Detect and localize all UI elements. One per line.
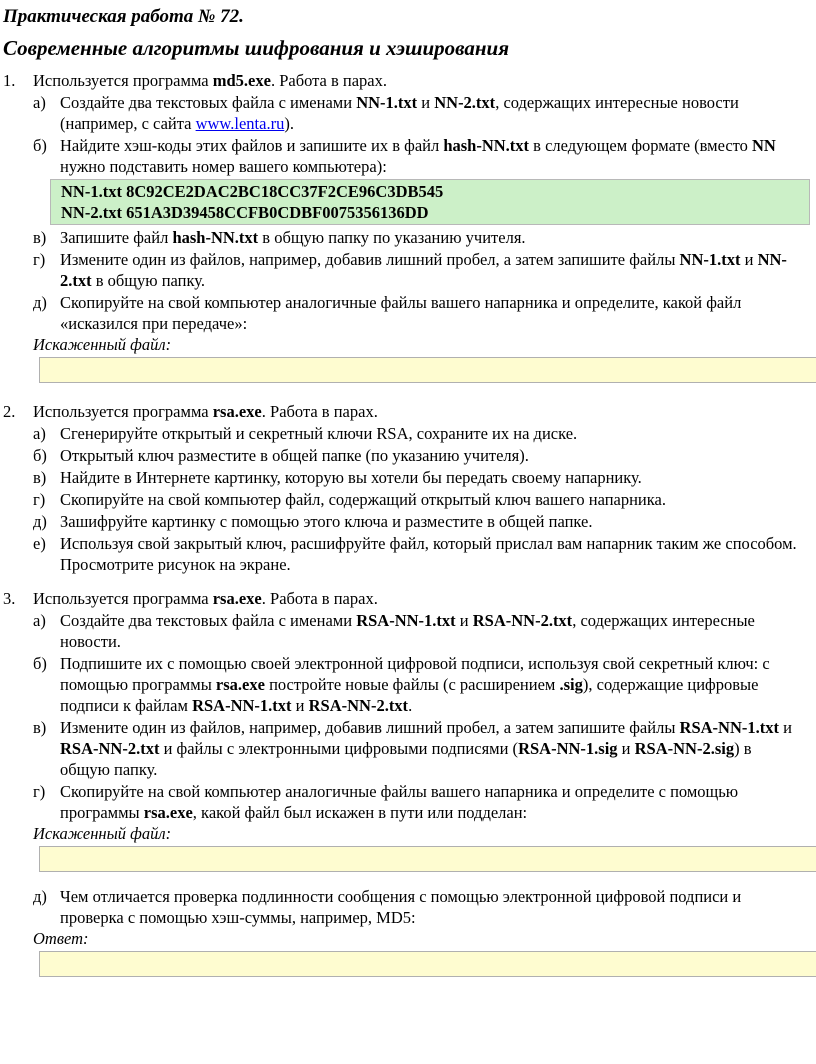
subtask-marker: б) (33, 654, 47, 673)
text-fragment: Создайте два текстовых файла с именами (60, 93, 357, 112)
subtask-marker: г) (33, 782, 46, 801)
text-fragment: Скопируйте на свой компьютер аналогичные файлы вашего напарника и определите, какой файл «исказился при передаче»: (60, 293, 742, 333)
text-fragment: Создайте два текстовых файла с именами (60, 611, 357, 630)
task-number: 1. (3, 71, 16, 90)
text-fragment: Подпишите их с помощью своей электронной цифровой подписи, используя свой секретный ключ: с помощью программы (60, 654, 770, 694)
text-fragment: и файлы с электронными цифровыми подписями ( (159, 739, 519, 758)
subtask-item (0, 781, 816, 823)
text-fragment: Зашифруйте картинку с помощью этого ключа и разместите в общей папке. (60, 512, 593, 531)
text-fragment: и (778, 718, 792, 737)
text-fragment: и (740, 250, 758, 269)
text-fragment: постройте новые файлы (с расширением (264, 675, 560, 694)
bold-term: RSA-NN-1.txt (679, 718, 779, 737)
subtask-marker: б) (33, 446, 47, 465)
subtask-item (0, 135, 816, 177)
text-fragment: . (408, 696, 413, 715)
task-intro (0, 588, 816, 609)
bold-term: RSA-NN-2.txt (472, 611, 573, 630)
bold-term: NN-1.txt (679, 250, 741, 269)
answer-field[interactable] (39, 846, 816, 872)
subtask-item (0, 717, 816, 780)
text-fragment: Сгенерируйте открытый и секретный ключи RSA, сохраните их на диске. (60, 424, 578, 443)
hash-format-example (50, 179, 810, 225)
text-fragment: и (617, 739, 635, 758)
text-fragment: и (455, 611, 473, 630)
bold-term: rsa.exe (143, 803, 193, 822)
text-fragment: Измените один из файлов, например, добавив лишний пробел, а затем запишите файлы (60, 718, 680, 737)
bold-term: rsa.exe (212, 402, 262, 421)
bold-term: md5.exe (212, 71, 271, 90)
bold-term: RSA-NN-1.txt (192, 696, 292, 715)
answer-label: Искаженный файл: (33, 335, 172, 354)
subtask-marker: а) (33, 611, 46, 630)
subtask-item (0, 511, 816, 532)
text-fragment: ), содержащие цифровые подписи к файлам (60, 675, 759, 715)
subtask-item (0, 227, 816, 248)
task-intro (0, 401, 816, 422)
answer-label: Искаженный файл: (33, 824, 172, 843)
subtask-marker: в) (33, 718, 47, 737)
subtask-marker: г) (33, 490, 46, 509)
text-fragment: в общую папку. (91, 271, 205, 290)
answer-label: Ответ: (33, 929, 89, 948)
answer-field[interactable] (39, 951, 816, 977)
subtask-marker: а) (33, 424, 46, 443)
bold-term: RSA-NN-1.sig (518, 739, 618, 758)
subtask-item (0, 92, 816, 134)
text-fragment: и (291, 696, 309, 715)
subtask-item (0, 445, 816, 466)
text-fragment: Используется программа (33, 402, 213, 421)
bold-term: NN (752, 136, 776, 155)
subtask-item (0, 249, 816, 291)
text-fragment: в следующем формате (вместо (529, 136, 753, 155)
subtask-marker: д) (33, 512, 47, 531)
subtask-marker: е) (33, 534, 46, 553)
text-fragment: нужно подставить номер вашего компьютера): (60, 157, 387, 176)
subtask-item (0, 610, 816, 652)
text-fragment: . Работа в парах. (270, 71, 387, 90)
text-fragment: Используя свой закрытый ключ, расшифруйте файл, который прислал вам напарник таким же способом. Просмотрите рисунок на экране. (60, 534, 797, 574)
text-fragment: ). (284, 114, 294, 133)
bold-term: hash-NN.txt (443, 136, 530, 155)
text-fragment: Найдите в Интернете картинку, которую вы хотели бы передать своему напарнику. (60, 468, 642, 487)
text-fragment: , содержащих интересные новости (например, с сайта (60, 93, 739, 133)
text-fragment: в общую папку по указанию учителя. (258, 228, 526, 247)
text-fragment: ) в общую папку. (60, 739, 752, 779)
subtask-item (0, 489, 816, 510)
task-list (0, 70, 816, 977)
subtask-marker: в) (33, 468, 47, 487)
bold-term: RSA-NN-2.txt (60, 739, 160, 758)
bold-term: RSA-NN-2.txt (308, 696, 409, 715)
bold-term: NN-2.txt (434, 93, 496, 112)
hash-line: NN-2.txt 651A3D39458CCFB0CDBF0075356136DD (61, 203, 429, 222)
text-fragment: Используется программа (33, 589, 213, 608)
text-fragment: Запишите файл (60, 228, 173, 247)
text-fragment: , содержащих интересные новости. (60, 611, 755, 651)
text-fragment: . Работа в парах. (261, 589, 378, 608)
subtask-item (0, 467, 816, 488)
subtask-marker: д) (33, 887, 47, 906)
subtask-marker: д) (33, 293, 47, 312)
text-fragment: Измените один из файлов, например, добавив лишний пробел, а затем запишите файлы (60, 250, 680, 269)
task-number: 2. (3, 402, 16, 421)
text-fragment: Скопируйте на свой компьютер аналогичные файлы вашего напарника и определите с помощью программы (60, 782, 739, 822)
subtask-item (0, 653, 816, 716)
text-fragment: и (417, 93, 435, 112)
task-1 (0, 70, 816, 383)
subtask-marker: а) (33, 93, 46, 112)
subtask-item (0, 423, 816, 444)
bold-term: RSA-NN-1.txt (356, 611, 456, 630)
bold-term: NN-1.txt (356, 93, 418, 112)
subtask-marker: в) (33, 228, 47, 247)
bold-term: RSA-NN-2.sig (634, 739, 735, 758)
text-fragment: Используется программа (33, 71, 213, 90)
worksheet-title: Практическая работа № 72. (3, 6, 244, 27)
bold-term: hash-NN.txt (172, 228, 259, 247)
bold-term: .sig (559, 675, 583, 694)
subtask-item (0, 292, 816, 334)
task-number: 3. (3, 589, 16, 608)
bold-term: rsa.exe (215, 675, 265, 694)
hash-line: NN-1.txt 8C92CE2DAC2BC18CC37F2CE96C3DB545 (61, 182, 444, 201)
worksheet-subtitle: Современные алгоритмы шифрования и хэширования (3, 36, 510, 60)
text-fragment: . Работа в парах. (261, 402, 378, 421)
subtask-marker: г) (33, 250, 46, 269)
task-intro (0, 70, 816, 91)
text-fragment: Открытый ключ разместите в общей папке (по указанию учителя). (60, 446, 529, 465)
task-3 (0, 588, 816, 977)
text-fragment: Чем отличается проверка подлинности сообщения с помощью электронной цифровой подписи и проверка с помощью хэш-суммы, например, MD5: (60, 887, 742, 927)
subtask-marker: б) (33, 136, 47, 155)
text-fragment: Скопируйте на свой компьютер файл, содержащий открытый ключ вашего напарника. (60, 490, 666, 509)
bold-term: NN-2.txt (60, 250, 787, 290)
bold-term: rsa.exe (212, 589, 262, 608)
subtask-item (0, 533, 816, 575)
text-fragment: , какой файл был искажен в пути или подделан: (192, 803, 528, 822)
website-link[interactable]: www.lenta.ru (195, 114, 285, 133)
text-fragment: Найдите хэш-коды этих файлов и запишите их в файл (60, 136, 444, 155)
answer-field[interactable] (39, 357, 816, 383)
task-2 (0, 401, 816, 575)
subtask-item (0, 886, 816, 928)
